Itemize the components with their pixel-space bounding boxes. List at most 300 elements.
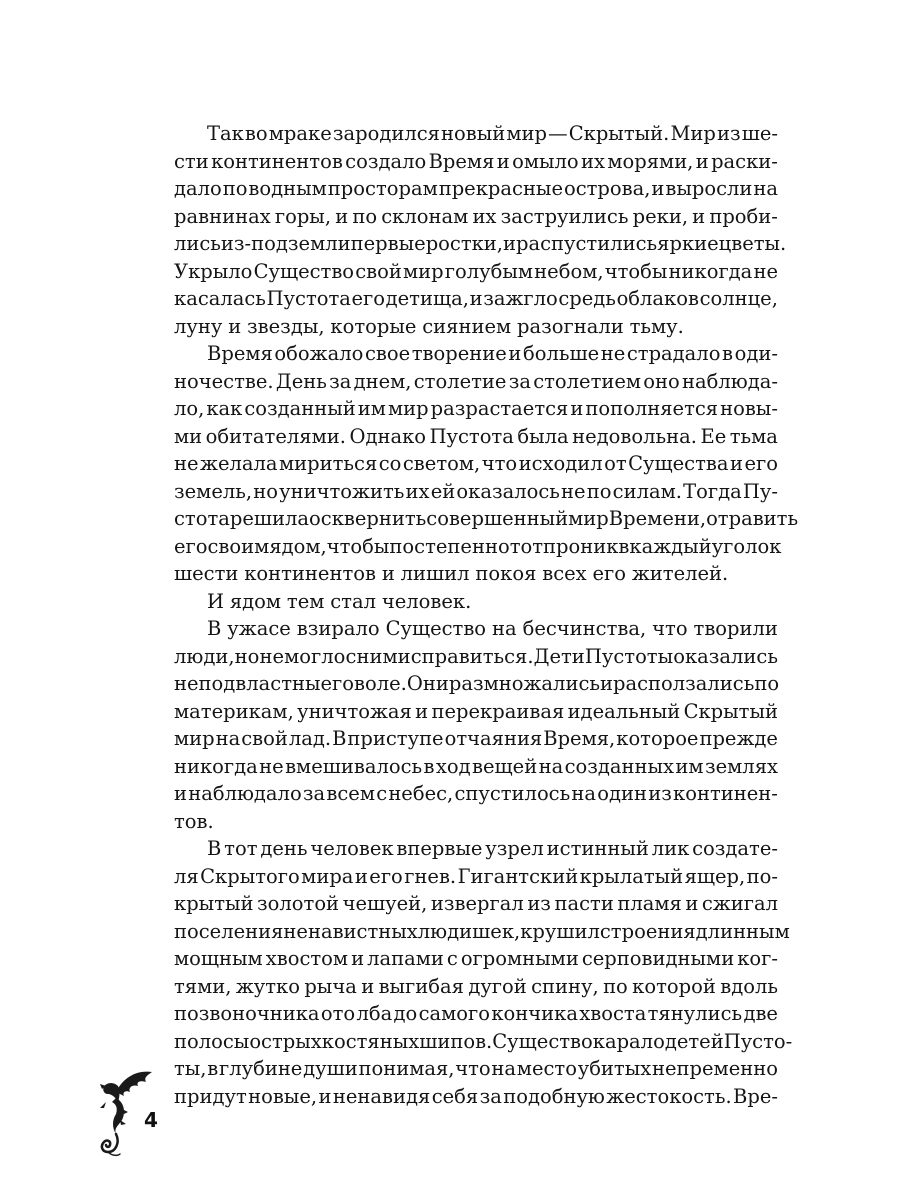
word: лишил: [400, 562, 470, 585]
word: континентов: [244, 562, 376, 585]
word: разогнали: [517, 314, 624, 338]
word: две: [743, 1002, 778, 1025]
word: бесчинства,: [522, 617, 647, 640]
word: но: [253, 479, 278, 503]
word: зажгло: [483, 287, 558, 310]
word: ростки,: [425, 232, 504, 255]
word: Время,: [543, 727, 616, 750]
word: лись: [174, 232, 221, 255]
word: его: [369, 864, 403, 888]
word: материкам,: [174, 699, 294, 723]
word: Пустоты: [584, 644, 674, 668]
word: наблюдало: [188, 782, 302, 805]
word: и: [695, 149, 709, 173]
word: тьма: [729, 424, 778, 448]
word: создате-: [692, 837, 778, 860]
word: Существо: [385, 617, 487, 640]
word: мраке: [268, 122, 332, 145]
word: их: [580, 149, 605, 173]
word: чешуей,: [342, 892, 428, 915]
word: Так: [207, 122, 244, 145]
word: не: [753, 259, 778, 283]
word: во: [244, 122, 268, 145]
word: творение: [411, 342, 507, 365]
word: и: [503, 232, 517, 255]
word: совершенный: [426, 507, 569, 530]
word: приступе: [347, 727, 444, 750]
text-line: [174, 1055, 778, 1083]
text-line: [174, 203, 778, 231]
word: пламя: [617, 892, 682, 915]
word: наблюда-: [682, 369, 778, 393]
word: на: [492, 617, 517, 640]
word: могло: [284, 644, 346, 668]
word: днем,: [353, 369, 412, 393]
word: и: [692, 204, 706, 228]
word: больше: [522, 342, 600, 365]
word: новый: [441, 122, 506, 145]
word: лапами: [367, 947, 444, 970]
word: ядом: [229, 589, 282, 613]
word: по: [586, 479, 612, 503]
word: сиянием: [422, 314, 512, 338]
word: и: [381, 562, 395, 585]
word: свое: [364, 342, 411, 365]
text-line: [174, 505, 799, 533]
word: по: [352, 204, 378, 228]
word: что: [652, 617, 688, 640]
word: горы,: [274, 204, 332, 228]
text-line: [174, 945, 778, 973]
word: жителей.: [631, 562, 729, 585]
word: ло,: [174, 397, 205, 420]
word: подобную: [503, 1084, 605, 1108]
word: непременно: [651, 1057, 778, 1080]
word: карало: [592, 1029, 665, 1053]
word: идеальный: [567, 699, 681, 723]
word: поселения: [174, 919, 284, 943]
word: Мир: [670, 122, 716, 145]
word: уничтожить: [279, 479, 405, 503]
word: Время: [207, 342, 273, 365]
word: ход: [435, 754, 471, 778]
word: звезды,: [247, 314, 325, 338]
text-line: [174, 175, 778, 203]
word: каждый: [629, 534, 712, 558]
word: день: [260, 837, 308, 860]
word: обожало: [274, 342, 364, 365]
word: первые: [350, 232, 426, 255]
word: на: [215, 727, 241, 750]
word: за: [479, 1084, 502, 1108]
word: пополняется: [585, 397, 719, 420]
word: средь: [558, 287, 616, 310]
word: Тогда: [683, 479, 742, 503]
word: ше-: [741, 122, 778, 145]
text-line: [174, 588, 778, 616]
word: В: [207, 617, 222, 640]
word: мир: [174, 727, 215, 750]
word: созданный: [244, 397, 356, 420]
word: понимая,: [358, 1057, 455, 1080]
word: не: [259, 754, 284, 778]
word: солнце,: [699, 287, 778, 310]
text-line: [174, 918, 790, 946]
word: их: [405, 479, 430, 503]
word: длинным: [695, 919, 790, 943]
word: и: [174, 782, 187, 805]
word: взирало: [296, 617, 380, 640]
text-line: [174, 808, 778, 836]
word: с: [376, 782, 388, 805]
word: в: [423, 754, 435, 778]
word: равнинах: [174, 204, 271, 228]
word: серповидными: [581, 947, 735, 970]
word: столетие: [413, 369, 507, 393]
word: стота: [174, 507, 230, 530]
text-line: [174, 615, 778, 643]
word: которое: [616, 727, 699, 750]
word: ото: [320, 1002, 356, 1025]
word: тянулись: [647, 1002, 743, 1025]
word: ужасе: [227, 617, 291, 640]
word: и: [651, 177, 665, 200]
word: постепенно: [389, 534, 510, 558]
word: из: [648, 782, 672, 805]
word: по: [603, 974, 628, 998]
word: позвоночника: [174, 1002, 320, 1025]
word: и: [351, 947, 365, 970]
word: покоя: [475, 562, 537, 585]
word: место: [516, 1057, 577, 1080]
word: склонам: [381, 204, 469, 228]
word: Времени,: [608, 507, 707, 530]
word: водным: [248, 177, 327, 200]
word: столетием: [533, 369, 642, 393]
word: с: [446, 947, 458, 970]
word: создало: [345, 149, 427, 173]
word: земель,: [174, 479, 253, 503]
word: созданных: [564, 754, 675, 778]
word: справиться.: [410, 644, 534, 668]
word: чтобы: [604, 259, 668, 283]
word: Время: [428, 149, 495, 173]
word: никогда: [174, 754, 258, 778]
word: острова,: [563, 177, 651, 200]
word: континен-: [673, 782, 778, 805]
word: как: [206, 397, 243, 420]
text-line: [174, 643, 778, 671]
word: им: [357, 397, 386, 420]
word: по: [754, 672, 780, 695]
word: которой: [632, 974, 716, 998]
text-line: [174, 533, 782, 561]
word: лба: [356, 1002, 393, 1025]
word: вдоль: [720, 974, 778, 998]
word: люди,: [174, 644, 235, 668]
word: земли: [287, 232, 351, 255]
word: перекраивая: [431, 699, 565, 723]
word: облаков: [616, 287, 699, 310]
word: Укрыло: [174, 259, 253, 283]
word: Скрытый: [683, 699, 778, 723]
text-line: [174, 368, 778, 396]
word: дугой: [468, 974, 527, 998]
word: хвоста: [579, 1002, 647, 1025]
word: за: [302, 782, 326, 805]
word: с: [345, 644, 357, 668]
word: и: [354, 864, 368, 888]
word: Существа: [628, 452, 729, 475]
text-line: [174, 478, 778, 506]
word: от: [604, 452, 627, 475]
word: и: [599, 672, 613, 695]
word: оказались: [673, 644, 778, 668]
word: омыло: [512, 149, 579, 173]
word: истинный: [546, 837, 649, 860]
word: всех: [542, 562, 587, 585]
text-line: [174, 863, 778, 891]
word: ей: [430, 479, 456, 503]
word: морями,: [607, 149, 694, 173]
word: золотой: [257, 892, 340, 915]
word: Вре-: [733, 1084, 778, 1108]
word: строения: [599, 919, 696, 943]
word: ля: [174, 864, 199, 888]
word: проби-: [709, 204, 778, 228]
word: острых: [249, 1029, 322, 1053]
word: уголок: [711, 534, 782, 558]
word: Пустота: [429, 424, 514, 448]
word: яркие: [657, 232, 719, 255]
word: но: [234, 644, 260, 668]
word: хвостом: [265, 947, 349, 970]
word: человек.: [381, 589, 472, 613]
word: просторам: [327, 177, 438, 200]
word: шипов.: [419, 1029, 493, 1053]
word: решила: [229, 507, 310, 530]
text-line: [174, 560, 778, 588]
word: рыча: [304, 974, 357, 998]
word: оказалось: [456, 479, 560, 503]
word: его: [351, 287, 386, 310]
text-line: [174, 753, 778, 781]
word: полосы: [174, 1029, 250, 1053]
word: Пусто-: [723, 1029, 793, 1053]
word: голубым: [444, 259, 534, 283]
word: свой: [355, 259, 402, 283]
word: небом,: [534, 259, 604, 283]
word: и: [415, 699, 429, 723]
word: разрастается: [430, 397, 569, 420]
word: своим: [207, 534, 270, 558]
word: новые,: [248, 1084, 318, 1108]
word: лик: [651, 837, 690, 860]
word: на: [538, 754, 564, 778]
word: неподвластны: [174, 672, 321, 695]
word: оди-: [734, 342, 778, 365]
word: никогда: [668, 259, 753, 283]
word: шести: [174, 562, 239, 585]
word: за: [508, 369, 531, 393]
word: детей: [664, 1029, 724, 1053]
word: ящер,: [684, 864, 746, 888]
word: проник: [543, 534, 619, 558]
word: из: [716, 122, 741, 145]
word: мир: [387, 397, 429, 420]
word: тот: [224, 837, 258, 860]
word: его: [320, 672, 354, 695]
word: стал: [330, 589, 376, 613]
word: которые: [330, 314, 417, 338]
word: не: [561, 479, 586, 503]
word: кончика: [491, 1002, 578, 1025]
word: крытый: [174, 892, 254, 915]
text-line: [174, 340, 778, 368]
word: творили: [693, 617, 778, 640]
word: тов.: [174, 809, 214, 833]
word: ядом,: [269, 534, 327, 558]
word: жестокость.: [606, 1084, 732, 1108]
text-line: [174, 395, 778, 423]
page-number: 4: [144, 1108, 158, 1132]
word: узрел: [485, 837, 544, 860]
word: светом,: [402, 452, 481, 475]
word: по-: [746, 864, 778, 888]
word: мир: [402, 259, 444, 283]
text-line: [174, 230, 787, 258]
text-line: [174, 698, 778, 726]
word: ними: [356, 644, 411, 668]
word: глубине: [219, 1057, 303, 1080]
word: Однако: [349, 424, 426, 448]
text-line: [174, 780, 778, 808]
text-line: [174, 313, 778, 341]
word: людишек,: [417, 919, 521, 943]
word: из: [527, 892, 551, 915]
word: и: [729, 452, 743, 475]
word: и: [335, 204, 349, 228]
word: жутко: [235, 974, 300, 998]
word: И: [207, 589, 225, 613]
word: и: [361, 974, 375, 998]
word: касалась: [174, 287, 266, 310]
word: Они: [406, 672, 449, 695]
word: им: [675, 754, 704, 778]
word: и: [318, 1084, 332, 1108]
word: Существо: [492, 1029, 593, 1053]
word: ненавидя: [332, 1084, 431, 1108]
word: Пустота: [266, 287, 351, 310]
word: гнев.: [404, 864, 457, 888]
word: прекрасные: [438, 177, 563, 200]
word: выросли: [665, 177, 753, 200]
word: в: [618, 534, 630, 558]
word: что: [455, 1057, 491, 1080]
word: воле.: [354, 672, 407, 695]
word: в: [722, 342, 734, 365]
word: самого: [418, 1002, 490, 1025]
word: пасти: [554, 892, 614, 915]
word: не: [600, 342, 626, 365]
word: —: [548, 122, 568, 145]
word: отчаяния: [444, 727, 543, 750]
word: была: [517, 424, 569, 448]
word: на: [753, 177, 778, 200]
word: лад.: [288, 727, 332, 750]
word: обитателями.: [205, 424, 346, 448]
page-body-text: [174, 120, 799, 1110]
word: Гигантский: [457, 864, 579, 888]
text-line: [174, 670, 778, 698]
word: мириться: [279, 452, 378, 475]
text-line: [174, 725, 778, 753]
text-line: [174, 890, 778, 918]
word: дало: [174, 177, 222, 200]
word: расползались: [612, 672, 755, 695]
word: один: [597, 782, 647, 805]
word: что: [481, 452, 518, 475]
word: цветы.: [718, 232, 787, 255]
word: сжигал: [701, 892, 778, 915]
word: Дети: [533, 644, 585, 668]
word: ког-: [737, 947, 778, 970]
word: День: [275, 369, 327, 393]
word: реки,: [632, 204, 689, 228]
word: мира: [301, 864, 354, 888]
word: придут: [174, 1084, 247, 1108]
word: крушил: [520, 919, 600, 943]
word: Пу-: [742, 479, 778, 503]
word: новы-: [720, 397, 778, 420]
word: и: [685, 892, 699, 915]
word: распустились: [516, 232, 658, 255]
word: всем: [326, 782, 375, 805]
word: тьму.: [629, 314, 684, 338]
word: и: [508, 342, 522, 365]
word: их: [472, 204, 497, 228]
word: ночестве.: [174, 369, 274, 393]
word: землях: [704, 754, 778, 778]
word: мир: [568, 507, 609, 530]
word: не: [259, 644, 285, 668]
word: его: [592, 562, 626, 585]
word: человек: [310, 837, 394, 860]
text-line: [174, 258, 778, 286]
word: оно: [643, 369, 680, 393]
word: впервые: [396, 837, 483, 860]
word: Ее: [700, 424, 727, 448]
word: осквернить: [309, 507, 427, 530]
word: огромными: [460, 947, 579, 970]
word: костяных: [321, 1029, 420, 1053]
word: исходил: [518, 452, 603, 475]
word: тями,: [174, 974, 232, 998]
word: заструились: [500, 204, 629, 228]
word: сти: [174, 149, 209, 173]
word: раски-: [711, 149, 778, 173]
word: до: [393, 1002, 418, 1025]
word: свой: [241, 727, 288, 750]
word: в: [207, 1057, 219, 1080]
word: небес,: [388, 782, 454, 805]
word: Скрытого: [200, 864, 300, 888]
word: луну: [174, 314, 223, 338]
word: прежде: [699, 727, 778, 750]
word: на: [491, 1057, 517, 1080]
word: В: [332, 727, 347, 750]
word: не: [174, 452, 199, 475]
